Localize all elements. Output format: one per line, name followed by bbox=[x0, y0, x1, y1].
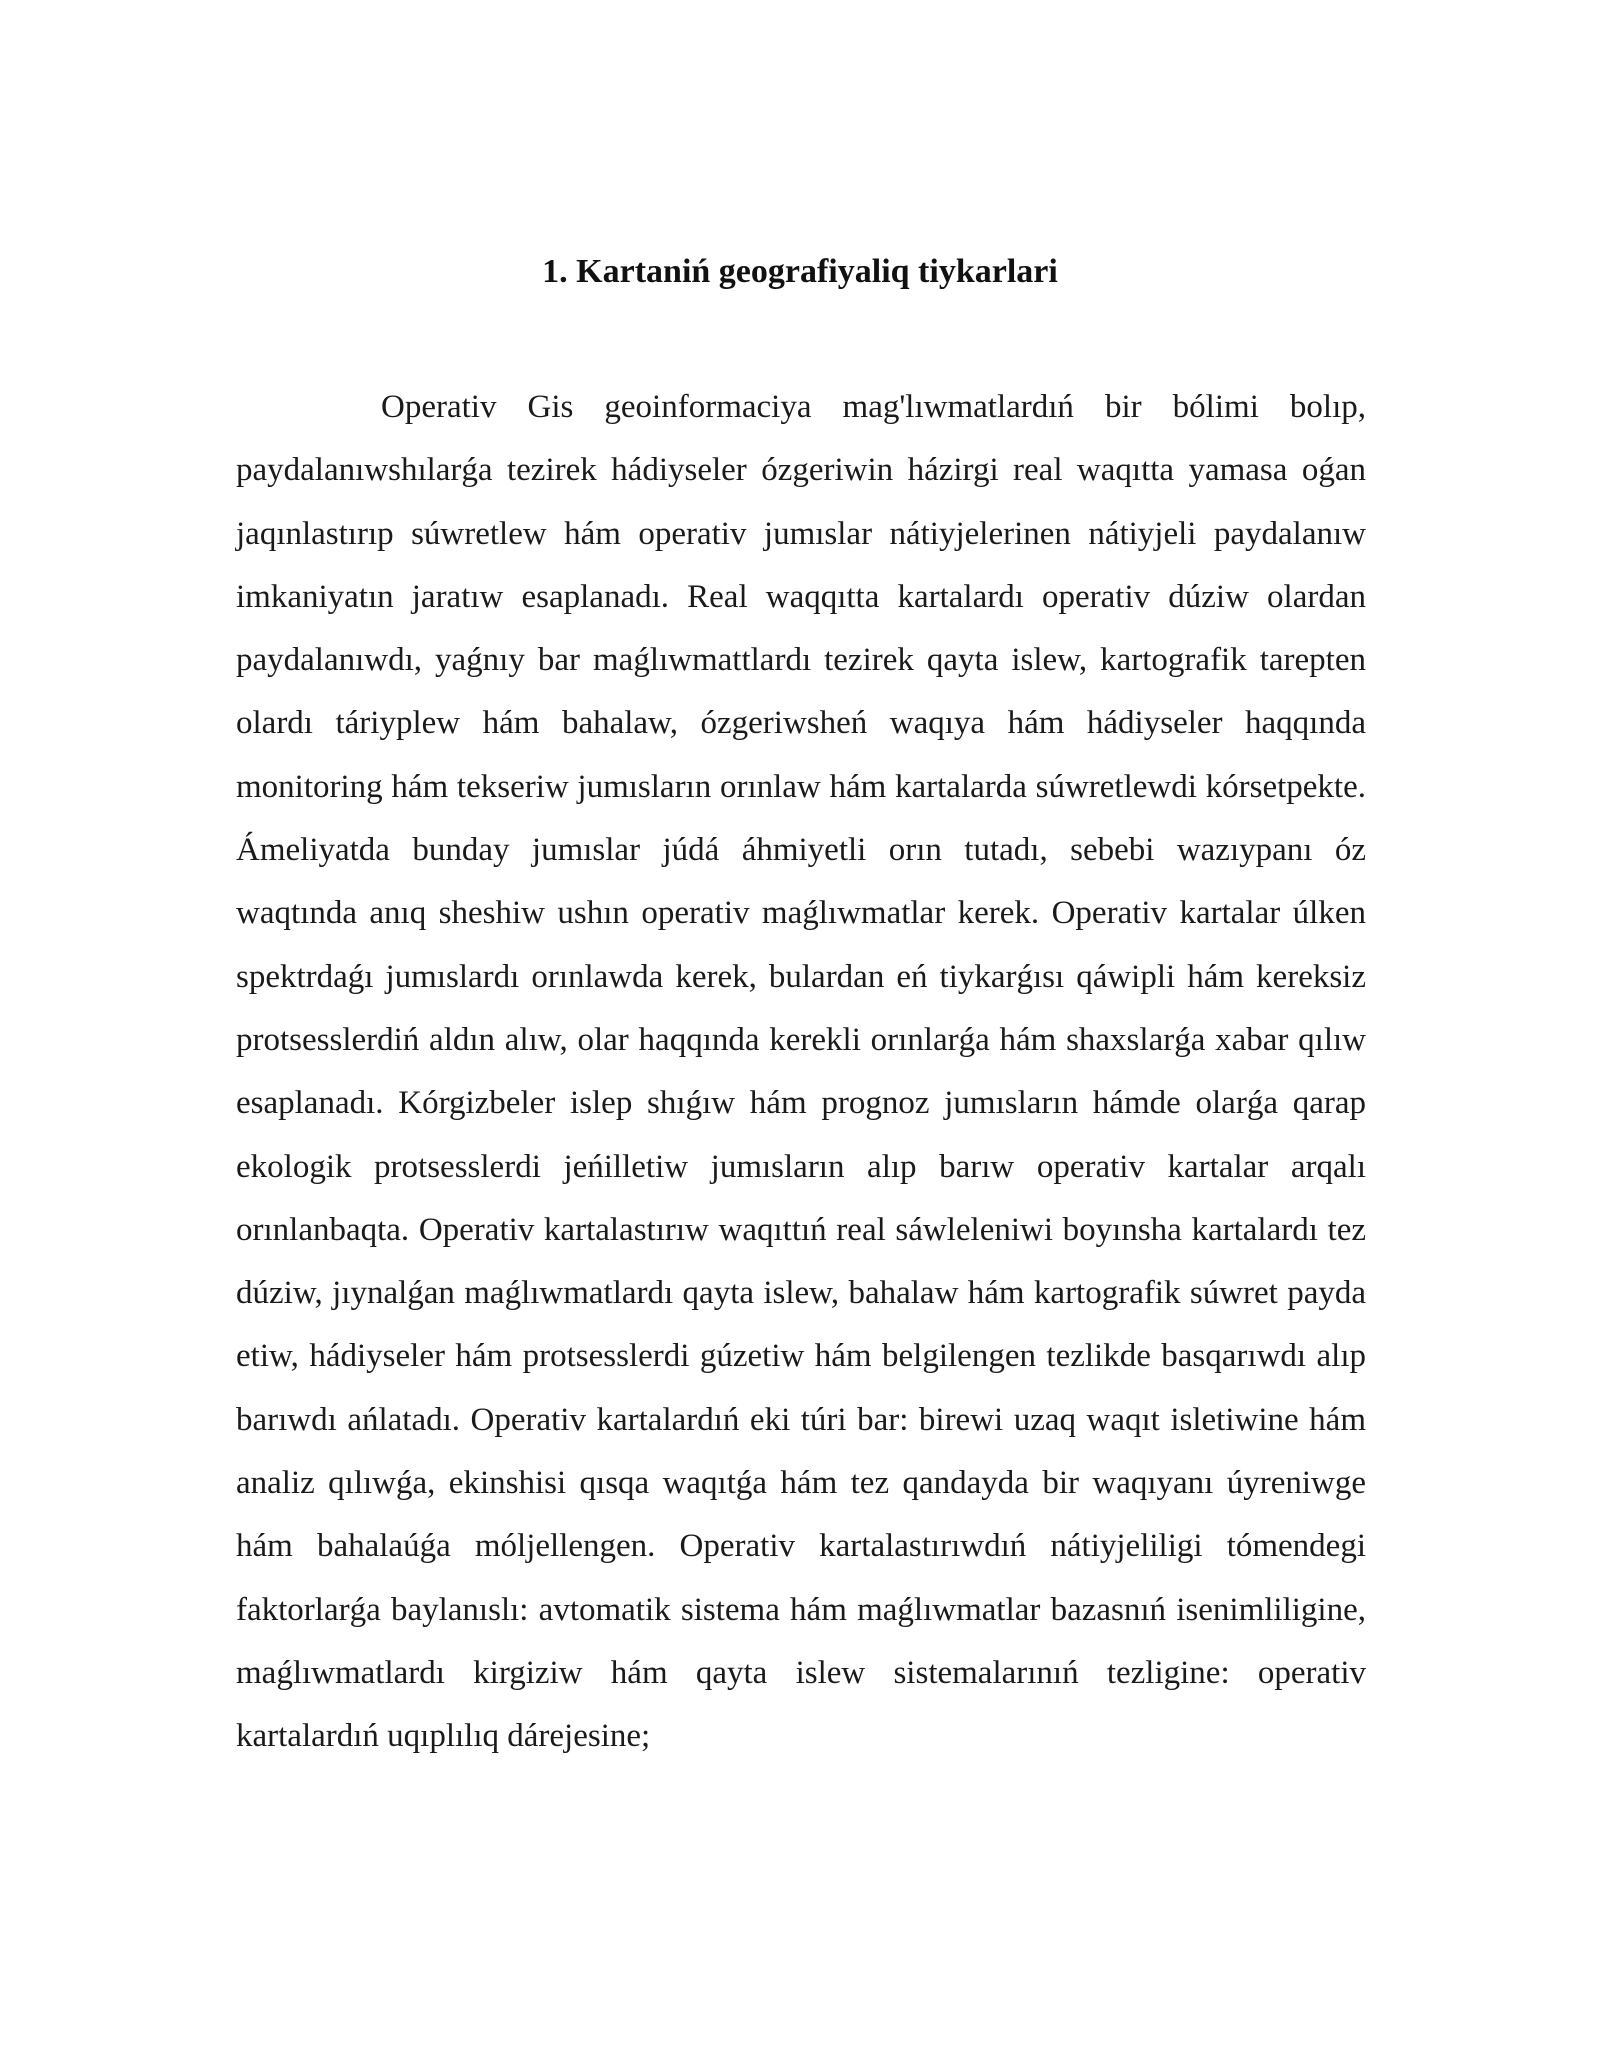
section-title: 1. Kartaniń geografiyaliq tiykarlari bbox=[542, 253, 1058, 290]
body-paragraph: Operativ Gis geoinformaciya mag'lıwmatlardıń bir bólimi bolıp, paydalanıwshılarǵa tezirek hádiyseler ózgeriwin házirgi real waqıtta yamasa oǵan jaqınlastırıp súwretlew hám operativ jumıslar nátiyjelerinen nátiyjeli paydalanıw imkaniyatın jaratıw esaplanadı. Real waqqıtta kartalardı operativ dúziw olardan paydalanıwdı, yaǵnıy bar maǵlıwmattlardı tezirek qayta islew, kartografik tarepten olardı táriyplew hám bahalaw, ózgeriwsheń waqıya hám hádiyseler haqqında monitoring hám tekseriw jumısların orınlaw hám kartalarda súwretlewdi kórsetpekte. Ámeliyatda bunday jumıslar júdá áhmiyetli orın tutadı, sebebi wazıypanı óz waqtında anıq sheshiw ushın operativ maǵlıwmatlar kerek. Operativ kartalar úlken spektrdaǵı jumıslardı orınlawda kerek, bulardan eń tiykarǵısı qáwipli hám kereksiz protsesslerdiń aldın alıw, olar haqqında kerekli orınlarǵa hám shaxslarǵa xabar qılıw esaplanadı. Kórgizbeler islep shıǵıw hám prognoz jumısların hámde olarǵa qarap ekologik protsesslerdi jeńilletiw jumısların alıp barıw operativ kartalar arqalı orınlanbaqta. Operativ kartalastırıw waqıttıń real sáwleleniwi boyınsha kartalardı tez dúziw, jıynalǵan maǵlıwmatlardı qayta islew, bahalaw hám kartografik súwret payda etiw, hádiyseler hám protsesslerdi gúzetiw hám belgilengen tezlikde basqarıwdı alıp barıwdı ańlatadı. Operativ kartalardıń eki túri bar: birewi uzaq waqıt isletiwine hám analiz qılıwǵa, ekinshisi qısqa waqıtǵa hám tez qandayda bir waqıyanı úyreniwge hám bahalaúǵa móljellengen. Operativ kartalastırıwdıń nátiyjeliligi tómendegi faktorlarǵa baylanıslı: avtomatik sistema hám maǵlıwmatlar bazasnıń isenimliligine, maǵlıwmatlardı kirgiziw hám qayta islew sistemalarınıń tezligine: operativ kartalardıń uqıplılıq dárejesine; bbox=[236, 389, 1366, 1755]
